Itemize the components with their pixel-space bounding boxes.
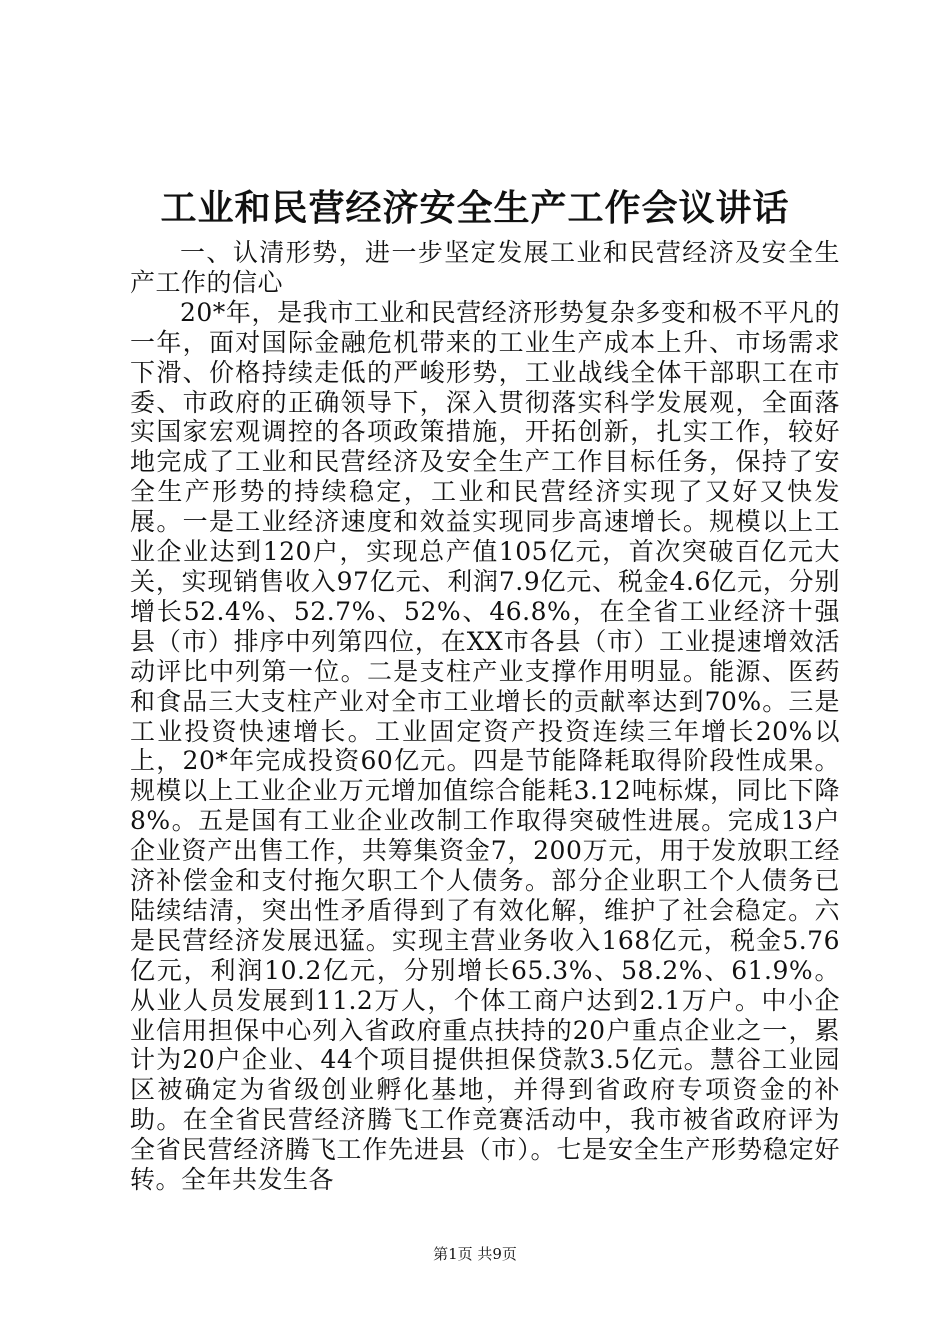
section-heading: 一、认清形势，进一步坚定发展工业和民营经济及安全生产工作的信心 — [130, 238, 840, 297]
document-body — [130, 238, 840, 1195]
page-number-footer: 第1页 共9页 — [433, 1245, 517, 1263]
body-paragraph: 20*年，是我市工业和民营经济形势复杂多变和极不平凡的一年，面对国际金融危机带来的工业生产成本上升、市场需求下滑、价格持续走低的严峻形势，工业战线全体干部职工在市委、市政府的正确领导下，深入贯彻落实科学发展观，全面落实国家宏观调控的各项政策措施，开拓创新，扎实工作，较好地完成了工业和民营经济及安全生产工作目标任务，保持了安全生产形势的持续稳定，工业和民营经济实现了又好又快发展。一是工业经济速度和效益实现同步高速增长。规模以上工业企业达到120户，实现总产值105亿元，首次突破百亿元大关，实现销售收入97亿元、利润7.9亿元、税金4.6亿元，分别增长52.4%、52.7%、52%、46.8%，在全省工业经济十强县（市）排序中列第四位，在XX市各县（市）工业提速增效活动评比中列第一位。二是支柱产业支撑作用明显。能源、医药和食品三大支柱产业对全市工业增长的贡献率达到70%。三是工业投资快速增长。工业固定资产投资连续三年增长20%以上，20*年完成投资60亿元。四是节能降耗取得阶段性成果。规模以上工业企业万元增加值综合能耗3.12吨标煤，同比下降8%。五是国有工业企业改制工作取得突破性进展。完成13户企业资产出售工作，共筹集资金7，200万元，用于发放职工经济补偿金和支付拖欠职工个人债务。部分企业职工个人债务已陆续结清，突出性矛盾得到了有效化解，维护了社会稳定。六是民营经济发展迅猛。实现主营业务收入168亿元，税金5.76亿元，利润10.2亿元，分别增长65.3%、58.2%、61.9%。从业人员发展到11.2万人，个体工商户达到2.1万户。中小企业信用担保中心列入省政府重点扶持的20户重点企业之一，累计为20户企业、44个项目提供担保贷款3.5亿元。慧谷工业园区被确定为省级创业孵化基地，并得到省政府专项资金的补助。在全省民营经济腾飞工作竞赛活动中，我市被省政府评为全省民营经济腾飞工作先进县（市）。七是安全生产形势稳定好转。全年共发生各 — [130, 297, 840, 1195]
document-title: 工业和民营经济安全生产工作会议讲话 — [160, 187, 790, 229]
